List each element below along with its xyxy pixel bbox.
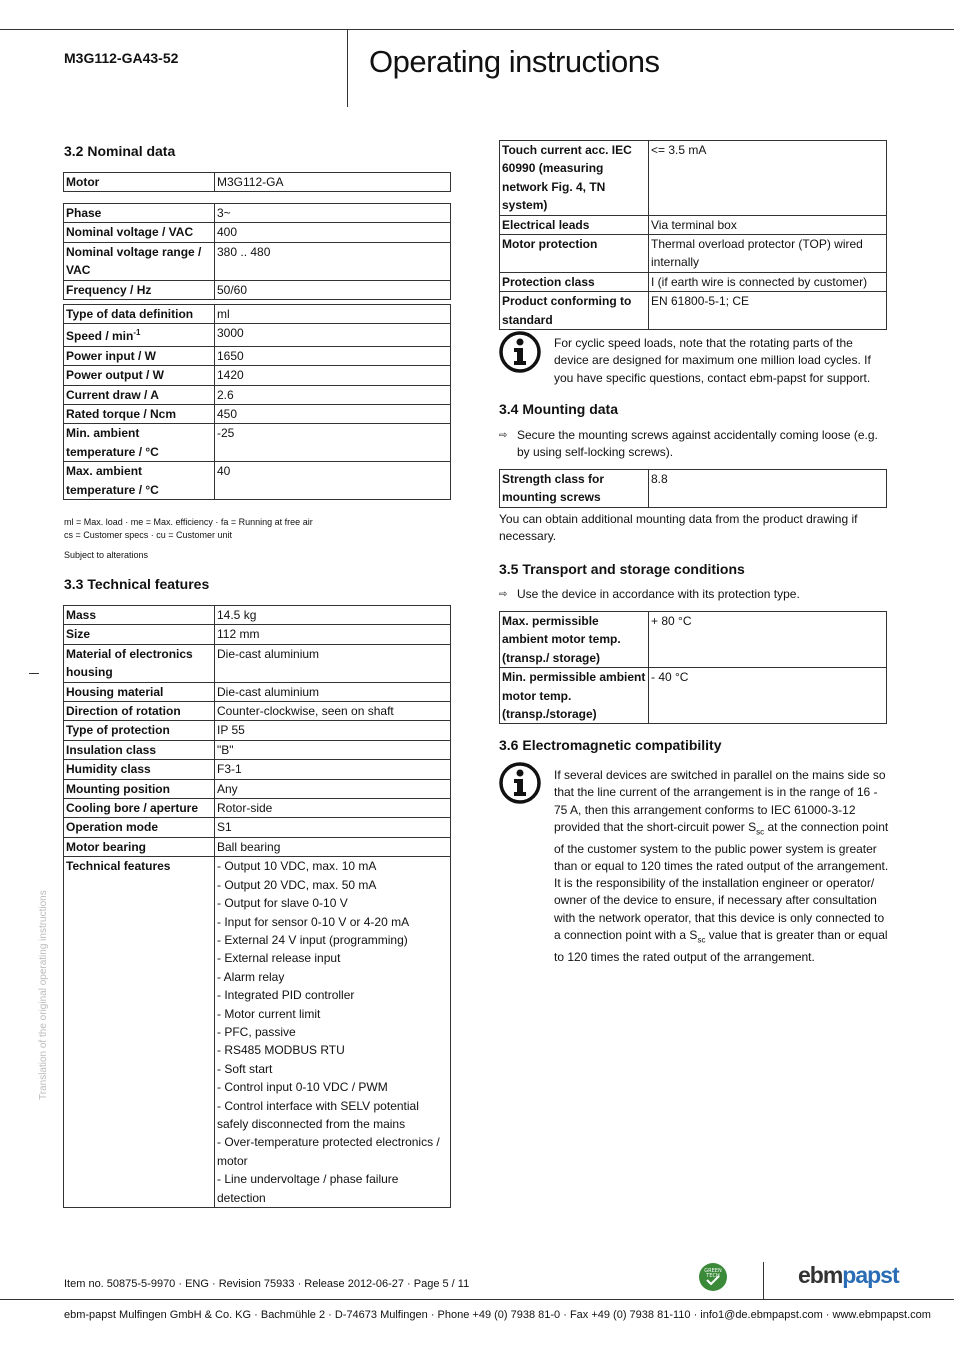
logo-text-ebm: ebm — [798, 1262, 843, 1288]
table-row — [500, 141, 887, 216]
row-value: F3-1 — [215, 760, 451, 779]
logo-text-papst: papst — [842, 1262, 899, 1288]
emc-paragraph-2 — [554, 875, 892, 966]
row-label: Phase — [64, 204, 215, 223]
table-row — [64, 346, 451, 365]
table-row — [64, 424, 451, 462]
row-label: Material of electronics housing — [64, 644, 215, 682]
table-row — [64, 305, 451, 324]
table-row — [64, 204, 451, 223]
arrow-icon: ⇨ — [499, 589, 508, 600]
emc-p1-part-b: at the connection point of the customer system to the public power system is greater than or equal to 120 times the rated output of the arrangement. — [554, 819, 889, 873]
row-label: Max. ambient temperature / °C — [64, 462, 215, 500]
feature-item: - Soft start — [217, 1061, 273, 1076]
row-label: Electrical leads — [500, 215, 649, 234]
transport-table — [499, 611, 887, 724]
row-value: 380 .. 480 — [215, 242, 451, 280]
section-heading-technical-features: 3.3 Technical features — [64, 576, 210, 592]
row-value: IP 55 — [215, 721, 451, 740]
technical-table — [63, 605, 451, 1208]
row-value: 1420 — [215, 366, 451, 385]
emc-paragraph-1 — [554, 767, 892, 875]
emc-p1-subscript: sc — [756, 827, 765, 837]
row-label: Insulation class — [64, 740, 215, 759]
row-label: Nominal voltage / VAC — [64, 223, 215, 242]
table-row — [64, 857, 451, 1208]
header-top-rule — [0, 29, 954, 30]
table-row — [64, 242, 451, 280]
row-value: EN 61800-5-1; CE — [649, 292, 887, 330]
feature-item: - External release input — [217, 951, 341, 966]
bullet-text: Secure the mounting screws against accidentally coming loose (e.g. by using self-locking screws). — [517, 428, 878, 459]
table-row — [64, 625, 451, 644]
table-row — [64, 324, 451, 346]
row-value: 450 — [215, 405, 451, 424]
row-label: Min. permissible ambient motor temp. (transp./storage) — [500, 668, 649, 724]
table-row — [64, 702, 451, 721]
row-value: 400 — [215, 223, 451, 242]
row-label: Min. ambient temperature / °C — [64, 424, 215, 462]
table-row — [500, 612, 887, 668]
section-heading-transport: 3.5 Transport and storage conditions — [499, 561, 745, 577]
table-row — [64, 223, 451, 242]
row-value: + 80 °C — [649, 612, 887, 668]
table-row — [64, 462, 451, 500]
row-label: Mounting position — [64, 779, 215, 798]
row-value: 2.6 — [215, 385, 451, 404]
speed-exponent: -1 — [133, 328, 141, 338]
row-label: Motor bearing — [64, 837, 215, 856]
row-label: Frequency / Hz — [64, 280, 215, 299]
transport-bullet — [499, 586, 889, 603]
row-value: S1 — [215, 818, 451, 837]
row-label: Cooling bore / aperture — [64, 799, 215, 818]
table-row — [64, 385, 451, 404]
row-label: Power output / W — [64, 366, 215, 385]
motor-table — [63, 172, 451, 192]
row-value: 50/60 — [215, 280, 451, 299]
row-label: Technical features — [64, 857, 215, 1208]
row-value: 112 mm — [215, 625, 451, 644]
table-row — [64, 721, 451, 740]
feature-item: - Output 20 VDC, max. 50 mA — [217, 877, 377, 892]
mounting-text: You can obtain additional mounting data from the product drawing if necessary. — [499, 512, 858, 544]
fold-mark — [29, 673, 39, 674]
table-row — [64, 366, 451, 385]
row-label: Housing material — [64, 682, 215, 701]
row-label: Mass — [64, 606, 215, 625]
feature-item: - RS485 MODBUS RTU — [217, 1043, 345, 1058]
row-value: Die-cast aluminium — [215, 682, 451, 701]
bullet-text: Use the device in accordance with its protection type. — [517, 587, 800, 601]
feature-item: - PFC, passive — [217, 1024, 296, 1039]
table-row — [500, 668, 887, 724]
feature-item: - Output for slave 0-10 V — [217, 896, 348, 911]
cyclic-load-note: For cyclic speed loads, note that the rotating parts of the device are designed for maximum one million load cycles. If you have specific questions, contact ebm-papst for support. — [554, 336, 871, 385]
info-icon — [499, 331, 541, 373]
mounting-bullet — [499, 427, 889, 461]
footer-address: ebm-papst Mulfingen GmbH & Co. KG · Bachmühle 2 · D-74673 Mulfingen · Phone +49 (0) 7938 81-0 · Fax +49 (0) 7938 81-110 · info1@de.ebmpapst.com · www.ebmpapst.com — [64, 1309, 931, 1321]
row-label: Direction of rotation — [64, 702, 215, 721]
mounting-table — [499, 469, 887, 508]
row-value: Counter-clockwise, seen on shaft — [215, 702, 451, 721]
row-label: Motor — [64, 173, 215, 192]
features-list — [215, 857, 451, 1208]
row-value: "B" — [215, 740, 451, 759]
feature-item: - External 24 V input (programming) — [217, 932, 408, 947]
row-value: 3~ — [215, 204, 451, 223]
row-label: Type of protection — [64, 721, 215, 740]
table-row — [64, 173, 451, 192]
row-value: Rotor-side — [215, 799, 451, 818]
section-heading-nominal-data: 3.2 Nominal data — [64, 143, 176, 159]
badge-text-tech: TECH — [706, 1273, 720, 1279]
emc-p1-part-a: If several devices are switched in parallel on the mains side so that the line current of the arrangement is in the range of 16 - 75 A, then this arrangement conforms to IEC 61000-3-12 provided that the short-circuit power S — [554, 768, 886, 834]
legend-line-2: cs = Customer specs · cu = Customer unit — [64, 530, 233, 540]
green-tech-badge-icon — [698, 1262, 728, 1292]
table-row — [64, 799, 451, 818]
feature-item: - Motor current limit — [217, 1006, 321, 1021]
footer-rule — [0, 1299, 954, 1300]
row-value: Thermal overload protector (TOP) wired internally — [649, 235, 887, 273]
table-row — [64, 740, 451, 759]
feature-item: - Integrated PID controller — [217, 988, 355, 1003]
ebmpapst-logo — [798, 1262, 899, 1289]
table-row — [64, 837, 451, 856]
emc-p2-subscript: sc — [697, 935, 706, 945]
emc-text — [554, 767, 892, 966]
row-value: ml — [215, 305, 451, 324]
row-value: Die-cast aluminium — [215, 644, 451, 682]
row-value: Via terminal box — [649, 215, 887, 234]
row-value: -25 — [215, 424, 451, 462]
table-row — [500, 470, 887, 508]
row-label — [64, 324, 215, 346]
row-value: M3G112-GA — [215, 173, 451, 192]
row-label: Rated torque / Ncm — [64, 405, 215, 424]
emc-p2-part-b: value that is greater than or equal to 120 times the rated output of the arrangement. — [554, 928, 888, 964]
table-row — [64, 606, 451, 625]
row-value: 8.8 — [649, 470, 887, 508]
table-row — [64, 818, 451, 837]
header-separator — [347, 30, 348, 107]
feature-item: - Control input 0-10 VDC / PWM — [217, 1080, 388, 1095]
row-label: Protection class — [500, 272, 649, 291]
row-label: Strength class for mounting screws — [500, 470, 649, 508]
row-label: Nominal voltage range / VAC — [64, 242, 215, 280]
table-row — [64, 405, 451, 424]
info-icon — [499, 762, 541, 804]
feature-item: - Over-temperature protected electronics / motor — [217, 1135, 440, 1168]
subject-to-alterations: Subject to alterations — [64, 550, 149, 560]
footer-item-info: Item no. 50875-5-9970 · ENG · Revision 75933 · Release 2012-06-27 · Page 5 / 11 — [64, 1278, 470, 1290]
page-title: Operating instructions — [369, 44, 660, 79]
speed-label: Speed / min — [66, 329, 134, 344]
emc-p2-part-a: It is the responsibility of the installation engineer or operator/ owner of the device to ensure, if necessary after consultation with the network operator, that this device is only connected to a connection point with a S — [554, 876, 885, 943]
section-heading-emc: 3.6 Electromagnetic compatibility — [499, 737, 722, 753]
feature-item: - Alarm relay — [217, 969, 285, 984]
table-row — [500, 292, 887, 330]
row-value: 3000 — [215, 324, 451, 346]
table-row — [500, 215, 887, 234]
feature-item: - Output 10 VDC, max. 10 mA — [217, 859, 377, 874]
row-label: Size — [64, 625, 215, 644]
table-row — [64, 779, 451, 798]
row-label: Power input / W — [64, 346, 215, 365]
model-number: M3G112-GA43-52 — [64, 50, 179, 66]
row-value: - 40 °C — [649, 668, 887, 724]
row-label: Motor protection — [500, 235, 649, 273]
table-row — [500, 272, 887, 291]
logo-separator — [763, 1262, 764, 1299]
table-row — [500, 235, 887, 273]
section-heading-mounting-data: 3.4 Mounting data — [499, 401, 618, 417]
table-row — [64, 644, 451, 682]
electrical-details-table — [499, 140, 887, 330]
row-label: Humidity class — [64, 760, 215, 779]
row-value: Ball bearing — [215, 837, 451, 856]
performance-table — [63, 304, 451, 500]
legend-line-1: ml = Max. load · me = Max. efficiency · fa = Running at free air — [64, 517, 313, 527]
table-row — [64, 760, 451, 779]
side-translation-note: Translation of the original operating instructions — [38, 890, 49, 1100]
row-value: <= 3.5 mA — [649, 141, 887, 216]
row-value: I (if earth wire is connected by customer) — [649, 272, 887, 291]
row-label: Operation mode — [64, 818, 215, 837]
table-row — [64, 682, 451, 701]
row-value: 14.5 kg — [215, 606, 451, 625]
row-label: Touch current acc. IEC 60990 (measuring network Fig. 4, TN system) — [500, 141, 649, 216]
row-value: Any — [215, 779, 451, 798]
table-row — [64, 280, 451, 299]
row-label: Product conforming to standard — [500, 292, 649, 330]
row-value: 1650 — [215, 346, 451, 365]
badge-text-green: GREEN — [704, 1268, 722, 1274]
row-label: Type of data definition — [64, 305, 215, 324]
electrical-table — [63, 203, 451, 300]
row-label: Max. permissible ambient motor temp. (transp./ storage) — [500, 612, 649, 668]
row-value: 40 — [215, 462, 451, 500]
row-label: Current draw / A — [64, 385, 215, 404]
arrow-icon: ⇨ — [499, 430, 508, 441]
feature-item: - Line undervoltage / phase failure detection — [217, 1172, 399, 1205]
feature-item: - Control interface with SELV potential safely disconnected from the mains — [217, 1098, 419, 1131]
feature-item: - Input for sensor 0-10 V or 4-20 mA — [217, 914, 410, 929]
